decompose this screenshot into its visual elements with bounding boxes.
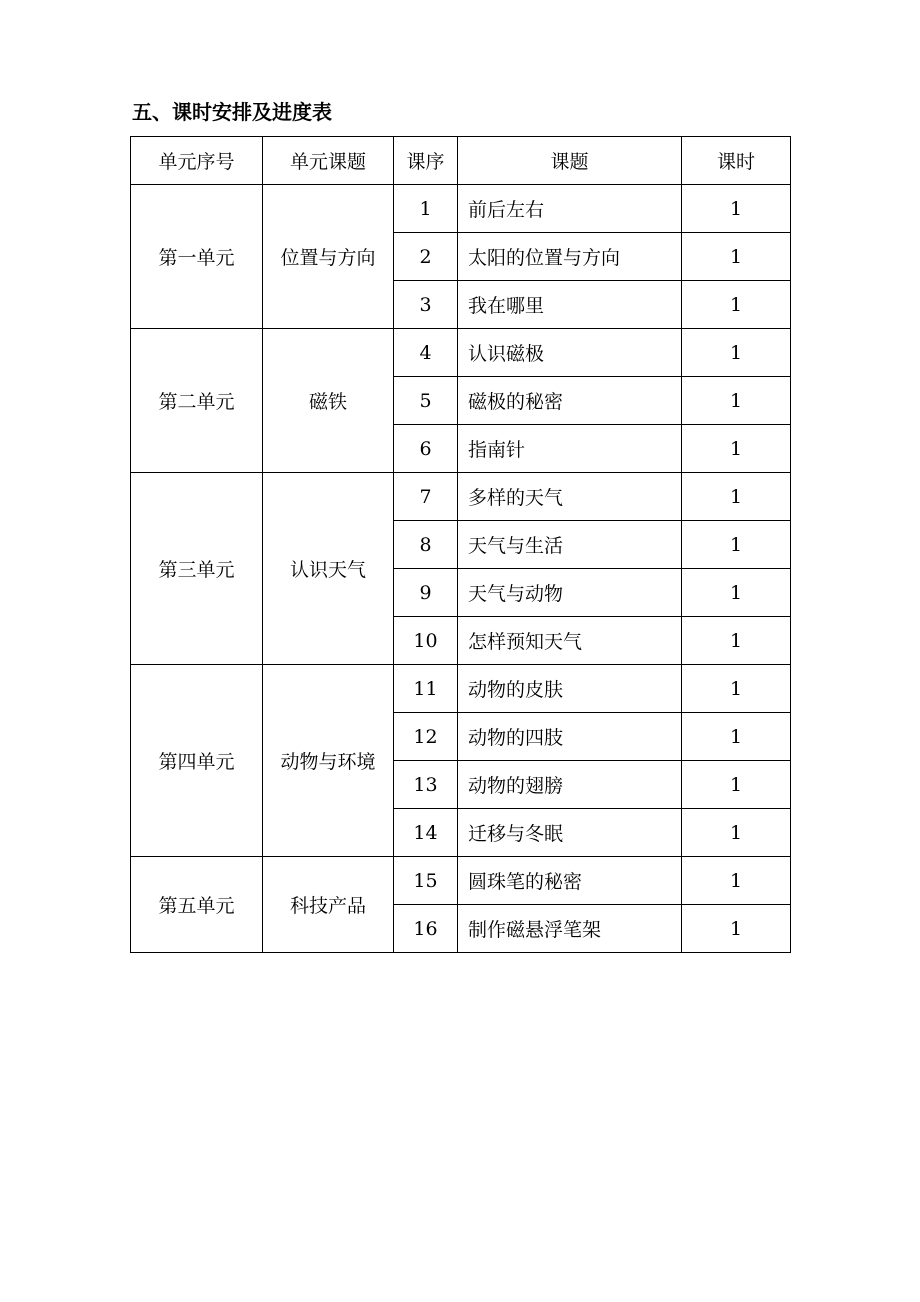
lesson-hours-cell: 1 — [682, 713, 791, 761]
lesson-no-cell: 14 — [394, 809, 458, 857]
unit-title-cell: 科技产品 — [263, 857, 394, 953]
lesson-title-cell: 动物的四肢 — [458, 713, 682, 761]
lesson-title-cell: 动物的皮肤 — [458, 665, 682, 713]
header-unit-title: 单元课题 — [263, 137, 394, 185]
unit-no-cell: 第三单元 — [131, 473, 263, 665]
lesson-title-cell: 前后左右 — [458, 185, 682, 233]
table-body — [131, 185, 791, 953]
lesson-title-cell: 指南针 — [458, 425, 682, 473]
section-title: 五、课时安排及进度表 — [132, 100, 332, 124]
header-hours: 课时 — [682, 137, 791, 185]
lesson-title-cell: 圆珠笔的秘密 — [458, 857, 682, 905]
lesson-hours-cell: 1 — [682, 665, 791, 713]
lesson-no-cell: 4 — [394, 329, 458, 377]
unit-no-cell: 第一单元 — [131, 185, 263, 329]
lesson-title-cell: 怎样预知天气 — [458, 617, 682, 665]
lesson-no-cell: 9 — [394, 569, 458, 617]
unit-no-cell: 第二单元 — [131, 329, 263, 473]
unit-title-cell: 位置与方向 — [263, 185, 394, 329]
lesson-no-cell: 3 — [394, 281, 458, 329]
header-lesson-no: 课序 — [394, 137, 458, 185]
lesson-title-cell: 多样的天气 — [458, 473, 682, 521]
lesson-hours-cell: 1 — [682, 233, 791, 281]
lesson-title-cell: 天气与生活 — [458, 521, 682, 569]
lesson-no-cell: 8 — [394, 521, 458, 569]
lesson-no-cell: 2 — [394, 233, 458, 281]
lesson-title-cell: 动物的翅膀 — [458, 761, 682, 809]
lesson-no-cell: 6 — [394, 425, 458, 473]
unit-no-cell: 第四单元 — [131, 665, 263, 857]
lesson-no-cell: 7 — [394, 473, 458, 521]
lesson-no-cell: 5 — [394, 377, 458, 425]
unit-title-cell: 认识天气 — [263, 473, 394, 665]
lesson-no-cell: 12 — [394, 713, 458, 761]
lesson-title-cell: 我在哪里 — [458, 281, 682, 329]
table-row — [131, 857, 791, 905]
lesson-hours-cell: 1 — [682, 569, 791, 617]
lesson-no-cell: 16 — [394, 905, 458, 953]
lesson-title-cell: 制作磁悬浮笔架 — [458, 905, 682, 953]
lesson-hours-cell: 1 — [682, 377, 791, 425]
lesson-hours-cell: 1 — [682, 761, 791, 809]
schedule-table — [130, 136, 791, 953]
lesson-hours-cell: 1 — [682, 281, 791, 329]
table-row — [131, 329, 791, 377]
lesson-hours-cell: 1 — [682, 521, 791, 569]
lesson-title-cell: 太阳的位置与方向 — [458, 233, 682, 281]
lesson-hours-cell: 1 — [682, 617, 791, 665]
header-lesson-title: 课题 — [458, 137, 682, 185]
table-row — [131, 665, 791, 713]
lesson-title-cell: 认识磁极 — [458, 329, 682, 377]
lesson-title-cell: 磁极的秘密 — [458, 377, 682, 425]
unit-no-cell: 第五单元 — [131, 857, 263, 953]
lesson-hours-cell: 1 — [682, 473, 791, 521]
lesson-title-cell: 迁移与冬眠 — [458, 809, 682, 857]
unit-title-cell: 磁铁 — [263, 329, 394, 473]
table-header-row — [131, 137, 791, 185]
lesson-no-cell: 11 — [394, 665, 458, 713]
lesson-hours-cell: 1 — [682, 905, 791, 953]
lesson-hours-cell: 1 — [682, 809, 791, 857]
table-row — [131, 473, 791, 521]
table-row — [131, 185, 791, 233]
lesson-no-cell: 1 — [394, 185, 458, 233]
lesson-hours-cell: 1 — [682, 185, 791, 233]
lesson-no-cell: 15 — [394, 857, 458, 905]
unit-title-cell: 动物与环境 — [263, 665, 394, 857]
lesson-no-cell: 13 — [394, 761, 458, 809]
lesson-title-cell: 天气与动物 — [458, 569, 682, 617]
lesson-hours-cell: 1 — [682, 425, 791, 473]
lesson-no-cell: 10 — [394, 617, 458, 665]
lesson-hours-cell: 1 — [682, 857, 791, 905]
lesson-hours-cell: 1 — [682, 329, 791, 377]
header-unit-no: 单元序号 — [131, 137, 263, 185]
